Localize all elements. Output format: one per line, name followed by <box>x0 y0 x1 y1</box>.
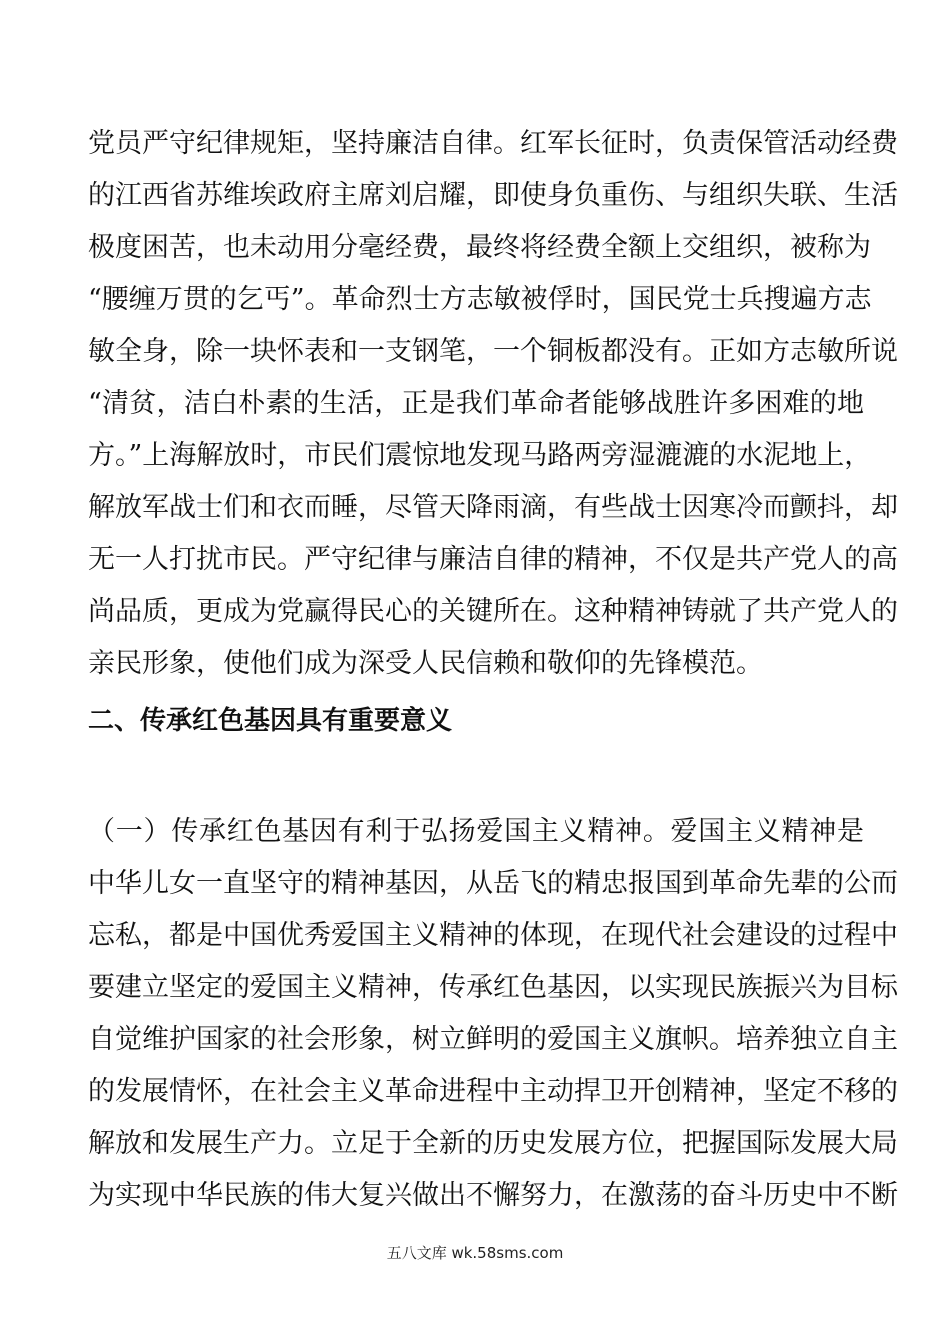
paragraph-line: “腰缠万贯的乞丐”。革命烈士方志敏被俘时，国民党士兵搜遍方志 <box>88 284 872 315</box>
paragraph-line: （一）传承红色基因有利于弘扬爱国主义精神。爱国主义精神是 <box>88 816 864 847</box>
paragraph-line: 极度困苦，也未动用分毫经费，最终将经费全额上交组织，被称为 <box>88 232 871 263</box>
paragraph-line: 无一人打扰市民。严守纪律与廉洁自律的精神，不仅是共产党人的高 <box>88 544 898 575</box>
paragraph-line: 方。”上海解放时，市民们震惊地发现马路两旁湿漉漉的水泥地上， <box>88 440 872 471</box>
paragraph-line: 忘私，都是中国优秀爱国主义精神的体现，在现代社会建设的过程中 <box>88 920 898 951</box>
paragraph-line: 党员严守纪律规矩，坚持廉洁自律。红军长征时，负责保管活动经费 <box>88 128 898 159</box>
section-heading: 二、传承红色基因具有重要意义 <box>88 706 453 736</box>
footer-watermark: 五八文库 wk.58sms.com <box>386 1244 564 1262</box>
paragraph-line: 中华儿女一直坚守的精神基因，从岳飞的精忠报国到革命先辈的公而 <box>88 868 898 899</box>
paragraph-line: 解放和发展生产力。立足于全新的历史发展方位，把握国际发展大局 <box>88 1128 898 1159</box>
paragraph-line: “清贫，洁白朴素的生活，正是我们革命者能够战胜许多困难的地 <box>88 388 864 419</box>
paragraph-line: 解放军战士们和衣而睡，尽管天降雨滴，有些战士因寒冷而颤抖，却 <box>88 492 898 523</box>
paragraph-line: 自觉维护国家的社会形象，树立鲜明的爱国主义旗帜。培养独立自主 <box>88 1024 898 1055</box>
paragraph-line: 为实现中华民族的伟大复兴做出不懈努力，在激荡的奋斗历史中不断 <box>88 1180 898 1211</box>
paragraph-line: 的发展情怀，在社会主义革命进程中主动捍卫开创精神，坚定不移的 <box>88 1076 898 1107</box>
paragraph-line: 的江西省苏维埃政府主席刘启耀，即使身负重伤、与组织失联、生活 <box>88 180 898 211</box>
paragraph-line: 尚品质，更成为党赢得民心的关键所在。这种精神铸就了共产党人的 <box>88 596 898 627</box>
paragraph-line: 敏全身，除一块怀表和一支钢笔，一个铜板都没有。正如方志敏所说 <box>88 336 898 367</box>
paragraph-line: 要建立坚定的爱国主义精神，传承红色基因，以实现民族振兴为目标 <box>88 972 898 1003</box>
paragraph-line: 亲民形象，使他们成为深受人民信赖和敬仰的先锋模范。 <box>88 648 763 679</box>
